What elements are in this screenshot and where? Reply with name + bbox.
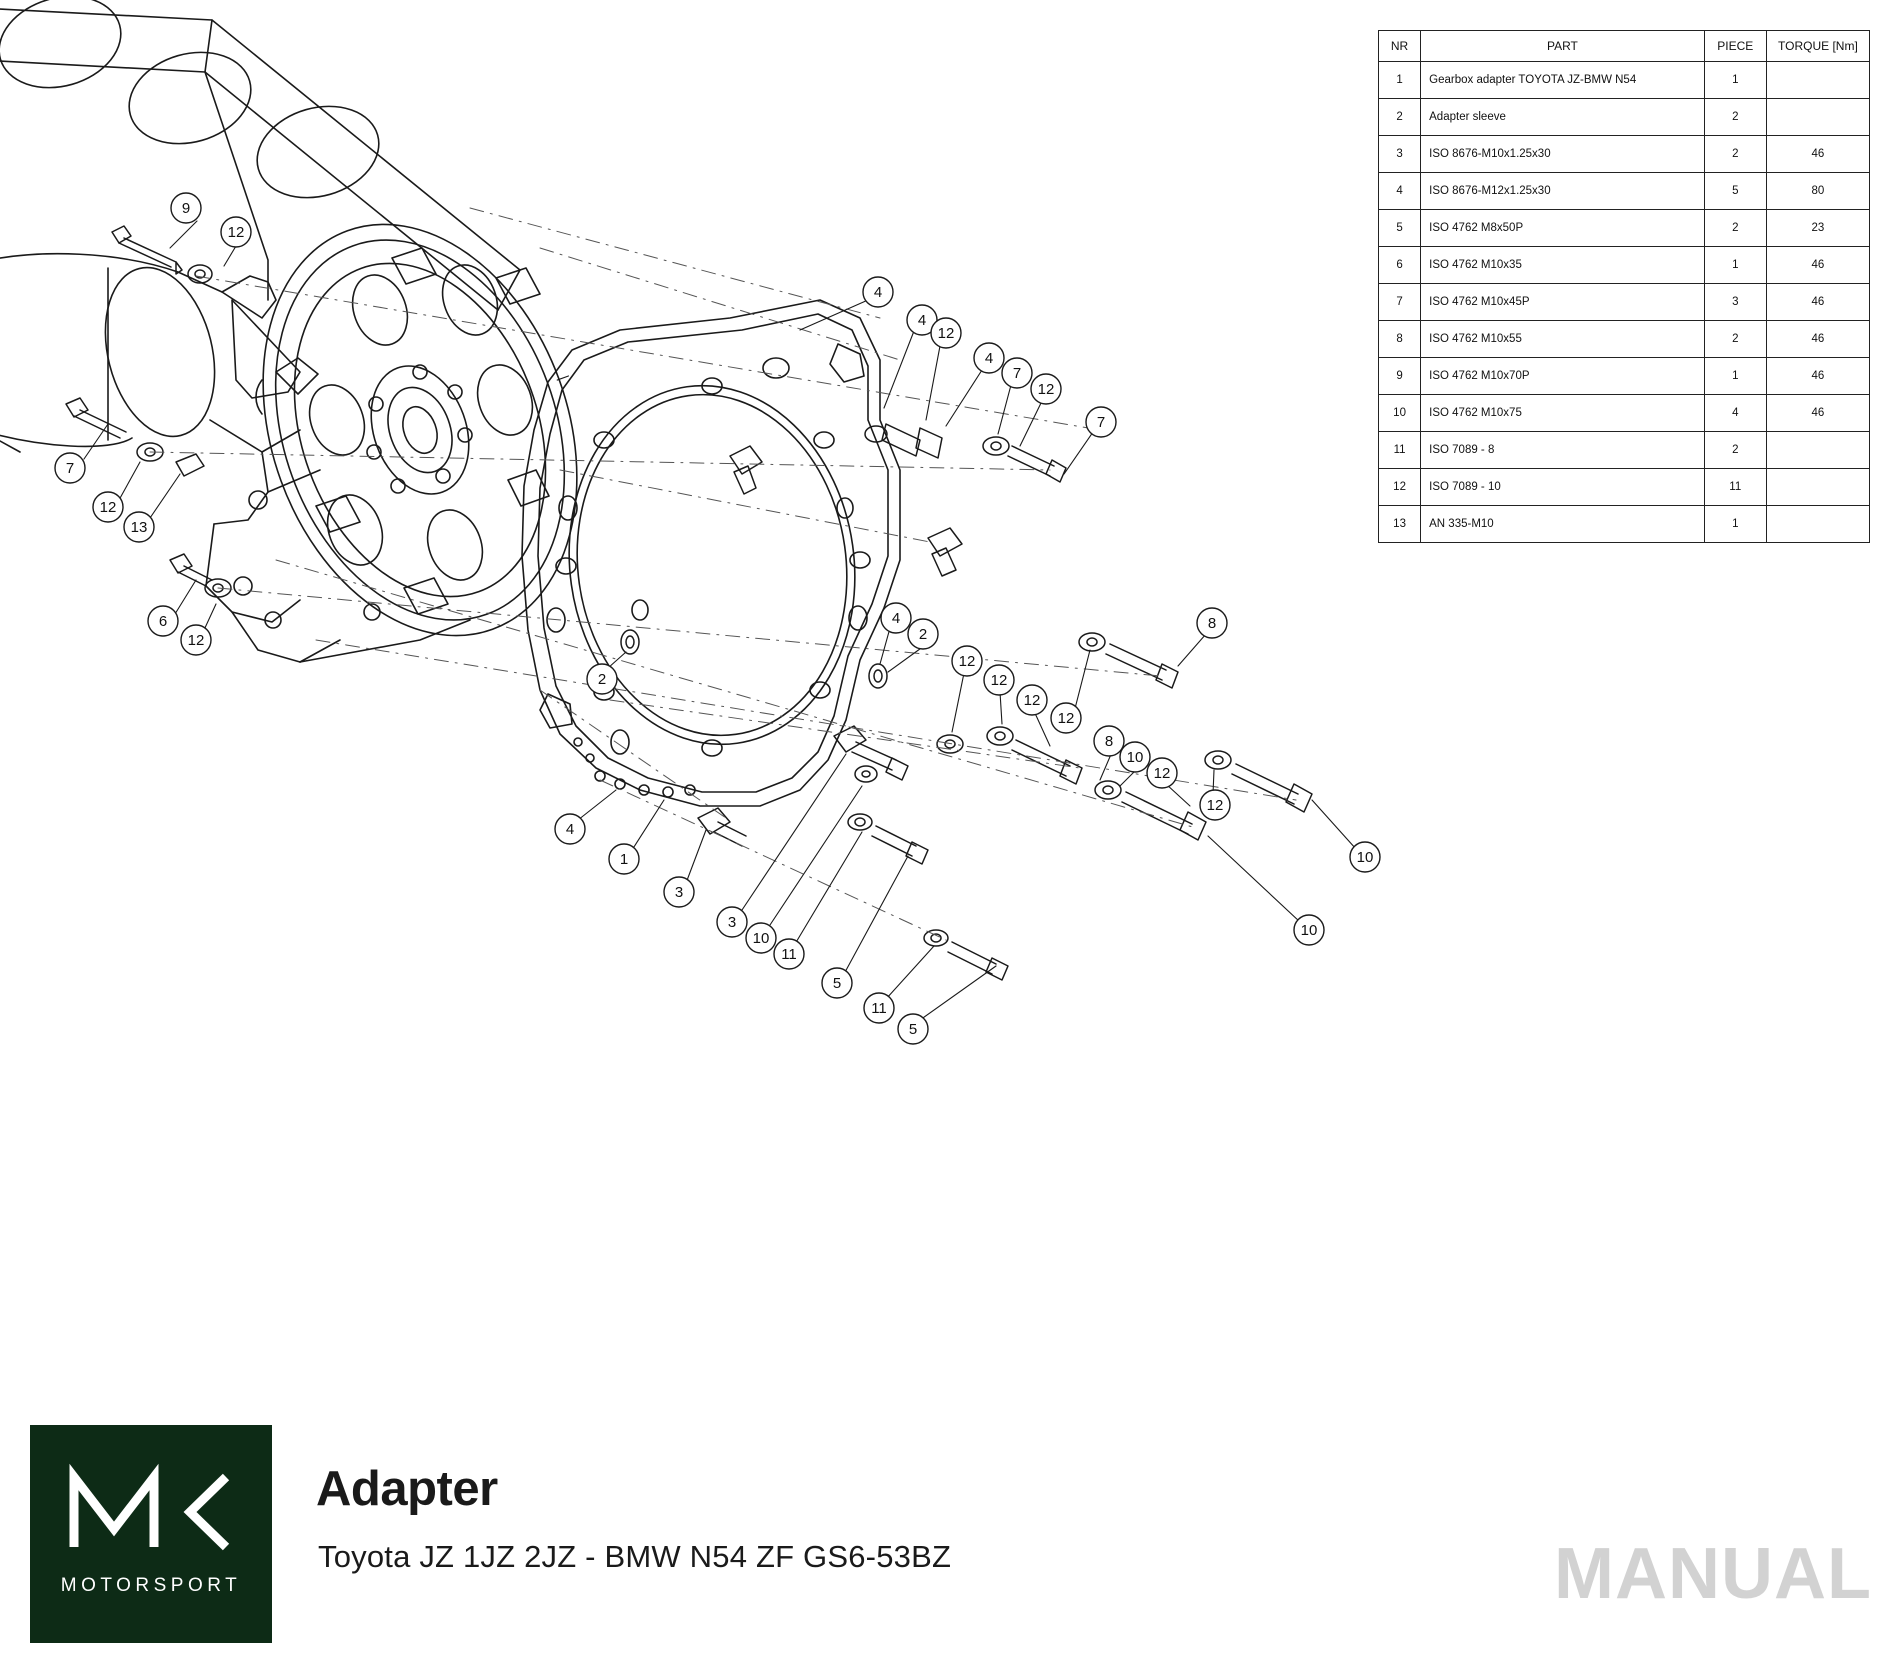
cell-part: ISO 4762 M10x45P <box>1421 284 1705 321</box>
balloon-label: 9 <box>181 200 191 217</box>
balloon-label: 13 <box>130 519 148 536</box>
balloon-label: 4 <box>873 284 883 301</box>
table-row <box>1379 99 1870 136</box>
cell-piece: 1 <box>1704 247 1766 284</box>
table-row <box>1379 469 1870 506</box>
balloon-label: 12 <box>1057 710 1075 727</box>
balloon-callout <box>717 907 747 937</box>
balloon-label: 12 <box>937 325 955 342</box>
balloon-label: 12 <box>1023 692 1041 709</box>
balloon-label: 5 <box>908 1021 918 1038</box>
cell-piece: 2 <box>1704 210 1766 247</box>
balloon-callout <box>1031 374 1061 404</box>
cell-piece: 2 <box>1704 321 1766 358</box>
balloon-label: 5 <box>832 975 842 992</box>
engine-block <box>0 0 520 662</box>
logo-wordmark: MOTORSPORT <box>60 1575 242 1596</box>
cell-torque: 46 <box>1766 321 1869 358</box>
cell-torque: 46 <box>1766 136 1869 173</box>
cell-torque <box>1766 432 1869 469</box>
hardware-items <box>66 226 1312 980</box>
balloon-callout <box>881 603 911 633</box>
balloon-label: 3 <box>674 884 684 901</box>
balloon-label: 10 <box>752 930 770 947</box>
table-row <box>1379 62 1870 99</box>
cell-piece: 4 <box>1704 395 1766 432</box>
balloon-callout <box>984 665 1014 695</box>
table-row <box>1379 210 1870 247</box>
balloon-label: 8 <box>1104 733 1114 750</box>
balloon-callout <box>1017 685 1047 715</box>
title-block <box>0 1403 1900 1663</box>
cell-nr: 13 <box>1379 506 1421 543</box>
balloon-callout <box>863 277 893 307</box>
table-row <box>1379 284 1870 321</box>
pmc-motorsport-logo <box>30 1425 272 1643</box>
pmc-logo-icon <box>30 1451 272 1571</box>
balloon-callout <box>1051 703 1081 733</box>
balloon-callout <box>1200 790 1230 820</box>
balloon-label: 11 <box>781 946 797 963</box>
balloon-callout <box>1350 842 1380 872</box>
cell-nr: 2 <box>1379 99 1421 136</box>
cell-nr: 6 <box>1379 247 1421 284</box>
cell-nr: 7 <box>1379 284 1421 321</box>
cell-nr: 9 <box>1379 358 1421 395</box>
cell-nr: 1 <box>1379 62 1421 99</box>
balloon-callout <box>746 923 776 953</box>
alignment-lines <box>150 208 1296 940</box>
balloon-label: 4 <box>917 312 927 329</box>
balloon-label: 7 <box>1096 414 1106 431</box>
cell-piece: 1 <box>1704 62 1766 99</box>
cell-nr: 10 <box>1379 395 1421 432</box>
balloon-callout <box>93 492 123 522</box>
cell-piece: 3 <box>1704 284 1766 321</box>
balloon-label: 1 <box>619 851 629 868</box>
balloon-callout <box>908 619 938 649</box>
cell-nr: 12 <box>1379 469 1421 506</box>
cell-torque: 46 <box>1766 395 1869 432</box>
cell-torque <box>1766 469 1869 506</box>
cell-part: ISO 7089 - 10 <box>1421 469 1705 506</box>
balloon-label: 7 <box>65 460 75 477</box>
balloon-callout <box>55 453 85 483</box>
table-row <box>1379 136 1870 173</box>
header-nr: NR <box>1379 31 1421 62</box>
balloon-label: 10 <box>1300 922 1318 939</box>
cell-part: ISO 7089 - 8 <box>1421 432 1705 469</box>
cell-nr: 5 <box>1379 210 1421 247</box>
cell-nr: 8 <box>1379 321 1421 358</box>
cell-part: ISO 4762 M10x75 <box>1421 395 1705 432</box>
cell-torque: 23 <box>1766 210 1869 247</box>
table-header-row <box>1379 31 1870 62</box>
cell-torque <box>1766 99 1869 136</box>
balloon-callout <box>864 993 894 1023</box>
balloon-label: 12 <box>958 653 976 670</box>
balloon-callout <box>555 814 585 844</box>
balloon-label: 3 <box>727 914 737 931</box>
balloon-callout <box>931 318 961 348</box>
balloon-callout <box>1197 608 1227 638</box>
cell-piece: 11 <box>1704 469 1766 506</box>
cell-part: ISO 4762 M10x35 <box>1421 247 1705 284</box>
cell-torque: 46 <box>1766 358 1869 395</box>
balloon-callout <box>609 844 639 874</box>
balloon-callout <box>974 343 1004 373</box>
balloon-callout <box>587 664 617 694</box>
balloon-label: 8 <box>1207 615 1217 632</box>
cell-part: ISO 4762 M10x70P <box>1421 358 1705 395</box>
table-row <box>1379 247 1870 284</box>
balloon-callout <box>774 939 804 969</box>
balloon-callout <box>124 512 154 542</box>
balloon-callouts <box>55 193 1380 1044</box>
cell-piece: 5 <box>1704 173 1766 210</box>
cell-part: ISO 4762 M10x55 <box>1421 321 1705 358</box>
balloon-callout <box>952 646 982 676</box>
table-row <box>1379 432 1870 469</box>
cell-torque <box>1766 62 1869 99</box>
balloon-label: 12 <box>990 672 1008 689</box>
balloon-label: 12 <box>187 632 205 649</box>
cell-part: Gearbox adapter TOYOTA JZ-BMW N54 <box>1421 62 1705 99</box>
table-row <box>1379 506 1870 543</box>
adapter-plate <box>522 300 900 806</box>
table-row <box>1379 321 1870 358</box>
balloon-label: 4 <box>891 610 901 627</box>
cell-part: ISO 4762 M8x50P <box>1421 210 1705 247</box>
cell-piece: 1 <box>1704 358 1766 395</box>
balloon-callout <box>1086 407 1116 437</box>
balloon-callout <box>181 625 211 655</box>
balloon-callout <box>822 968 852 998</box>
balloon-label: 12 <box>1206 797 1224 814</box>
balloon-label: 6 <box>158 613 168 630</box>
parts-list-table <box>1378 30 1870 543</box>
header-piece: PIECE <box>1704 31 1766 62</box>
cell-torque: 46 <box>1766 247 1869 284</box>
table-row <box>1379 358 1870 395</box>
balloon-label: 10 <box>1126 749 1144 766</box>
table-row <box>1379 395 1870 432</box>
balloon-label: 11 <box>871 1000 887 1017</box>
balloon-label: 7 <box>1012 365 1022 382</box>
balloon-callout <box>221 217 251 247</box>
cell-part: AN 335-M10 <box>1421 506 1705 543</box>
balloon-label: 12 <box>1153 765 1171 782</box>
balloon-callout <box>664 877 694 907</box>
page-title: Adapter <box>316 1462 498 1516</box>
cell-part: ISO 8676-M12x1.25x30 <box>1421 173 1705 210</box>
cell-torque <box>1766 506 1869 543</box>
balloon-label: 4 <box>565 821 575 838</box>
cell-nr: 4 <box>1379 173 1421 210</box>
balloon-callout <box>171 193 201 223</box>
balloon-label: 2 <box>918 626 928 643</box>
balloon-callout <box>1094 726 1124 756</box>
manual-watermark: MANUAL <box>1554 1534 1872 1614</box>
cell-nr: 11 <box>1379 432 1421 469</box>
balloon-callout <box>898 1014 928 1044</box>
cell-piece: 2 <box>1704 432 1766 469</box>
header-torque: TORQUE [Nm] <box>1766 31 1869 62</box>
balloon-callout <box>1120 742 1150 772</box>
balloon-label: 4 <box>984 350 994 367</box>
cell-piece: 1 <box>1704 506 1766 543</box>
balloon-callout <box>1294 915 1324 945</box>
cell-torque: 80 <box>1766 173 1869 210</box>
balloon-callout <box>1147 758 1177 788</box>
balloon-label: 10 <box>1356 849 1374 866</box>
balloon-label: 12 <box>99 499 117 516</box>
cell-torque: 46 <box>1766 284 1869 321</box>
header-part: PART <box>1421 31 1705 62</box>
table-row <box>1379 173 1870 210</box>
cell-piece: 2 <box>1704 136 1766 173</box>
page-subtitle: Toyota JZ 1JZ 2JZ - BMW N54 ZF GS6-53BZ <box>318 1539 952 1574</box>
balloon-label: 12 <box>227 224 245 241</box>
cell-piece: 2 <box>1704 99 1766 136</box>
balloon-label: 2 <box>597 671 607 688</box>
cell-nr: 3 <box>1379 136 1421 173</box>
flywheel-ring-gear <box>208 180 631 680</box>
balloon-callout <box>1002 358 1032 388</box>
cell-part: Adapter sleeve <box>1421 99 1705 136</box>
balloon-callout <box>148 606 178 636</box>
balloon-label: 12 <box>1037 381 1055 398</box>
cell-part: ISO 8676-M10x1.25x30 <box>1421 136 1705 173</box>
